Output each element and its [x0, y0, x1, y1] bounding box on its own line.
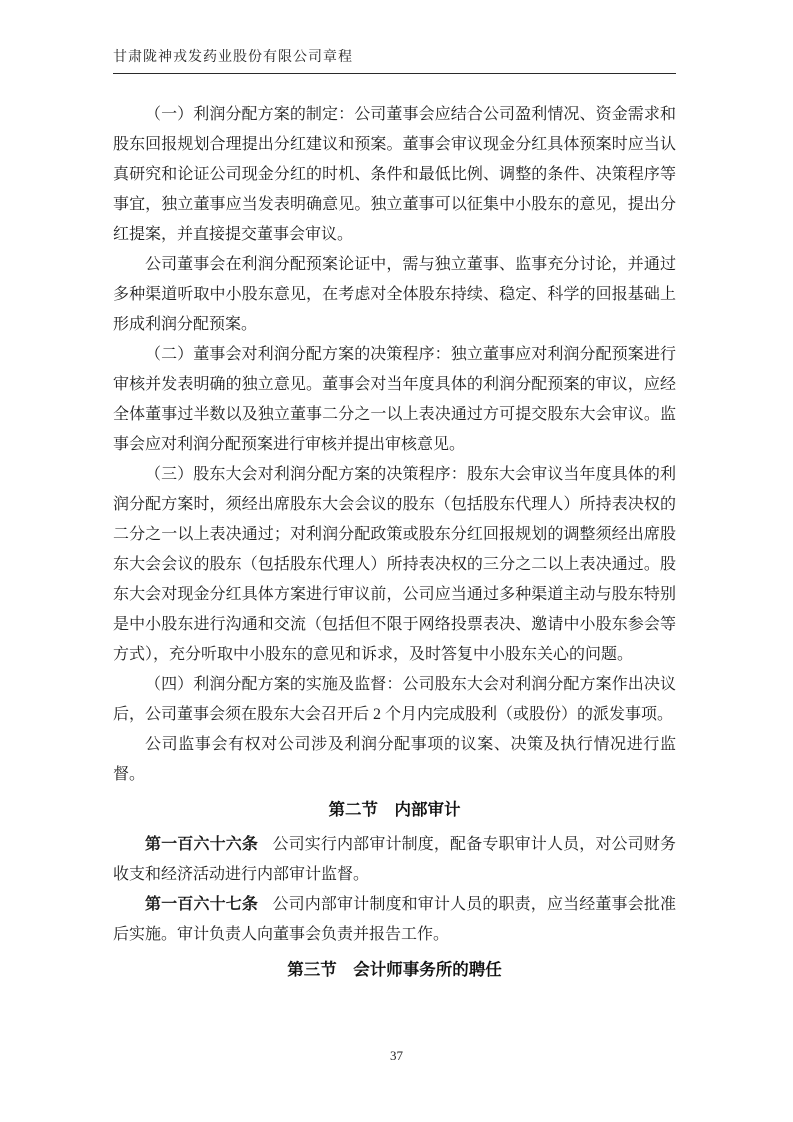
page-footer [0, 1047, 793, 1065]
article-166-text: 公司实行内部审计制度，配备专职审计人员，对公司财务收支和经济活动进行内部审计监督。 [113, 836, 676, 883]
paragraph-article-166 [113, 830, 676, 890]
section-heading-accounting-firm-engagement: 第三节 会计师事务所的聘任 [287, 960, 502, 979]
article-167-text: 公司内部审计制度和审计人员的职责，应当经董事会批准后实施。审计负责人向董事会负责并报告工作。 [113, 896, 676, 943]
document-content [113, 100, 676, 985]
page-header [113, 0, 676, 74]
paragraph-shareholders-meeting-decision-procedure: （三）股东大会对利润分配方案的决策程序：股东大会审议当年度具体的利润分配方案时，须经出席股东大会会议的股东（包括股东代理人）所持表决权的二分之一以上表决通过；对利润分配政策或股东分红回报规划的调整须经出席股东大会会议的股东（包括股东代理人）所持表决权的三分之二以上表决通过。股东大会对现金分红具体方案进行审议前，公司应当通过多种渠道主动与股东特别是中小股东进行沟通和交流（包括但不限于网络投票表决、邀请中小股东参会等方式），充分听取中小股东的意见和诉求，及时答复中小股东关心的问题。 [113, 466, 676, 663]
paragraph-implementation-supervision: （四）利润分配方案的实施及监督：公司股东大会对利润分配方案作出决议后，公司董事会须在股东大会召开后 2 个月内完成股利（或股份）的派发事项。 [113, 676, 676, 723]
article-166-number: 第一百六十六条 [145, 836, 259, 853]
paragraph-supervisory-board-rights: 公司监事会有权对公司涉及利润分配事项的议案、决策及执行情况进行监督。 [113, 736, 676, 783]
paragraph-article-167 [113, 890, 676, 950]
document-header-title: 甘肃陇神戎发药业股份有限公司章程 [113, 50, 353, 65]
paragraph-board-decision-procedure: （二）董事会对利润分配方案的决策程序：独立董事应对利润分配预案进行审核并发表明确的独立意见。董事会对当年度具体的利润分配预案的审议，应经全体董事过半数以及独立董事二分之一以上表决通过方可提交股东大会审议。监事会应对利润分配预案进行审核并提出审核意见。 [113, 346, 676, 453]
article-167-number: 第一百六十七条 [145, 896, 259, 913]
page-number: 37 [390, 1048, 403, 1063]
paragraph-profit-plan-formulation: （一）利润分配方案的制定：公司董事会应结合公司盈利情况、资金需求和股东回报规划合理提出分红建议和预案。董事会审议现金分红具体预案时应当认真研究和论证公司现金分红的时机、条件和最低比例、调整的条件、决策程序等事宜，独立董事应当发表明确意见。独立董事可以征集中小股东的意见，提出分红提案，并直接提交董事会审议。 [113, 106, 676, 243]
paragraph-board-discussion: 公司董事会在利润分配预案论证中，需与独立董事、监事充分讨论，并通过多种渠道听取中小股东意见，在考虑对全体股东持续、稳定、科学的回报基础上形成利润分配预案。 [113, 256, 676, 333]
section-heading-internal-audit: 第二节 内部审计 [328, 800, 461, 819]
